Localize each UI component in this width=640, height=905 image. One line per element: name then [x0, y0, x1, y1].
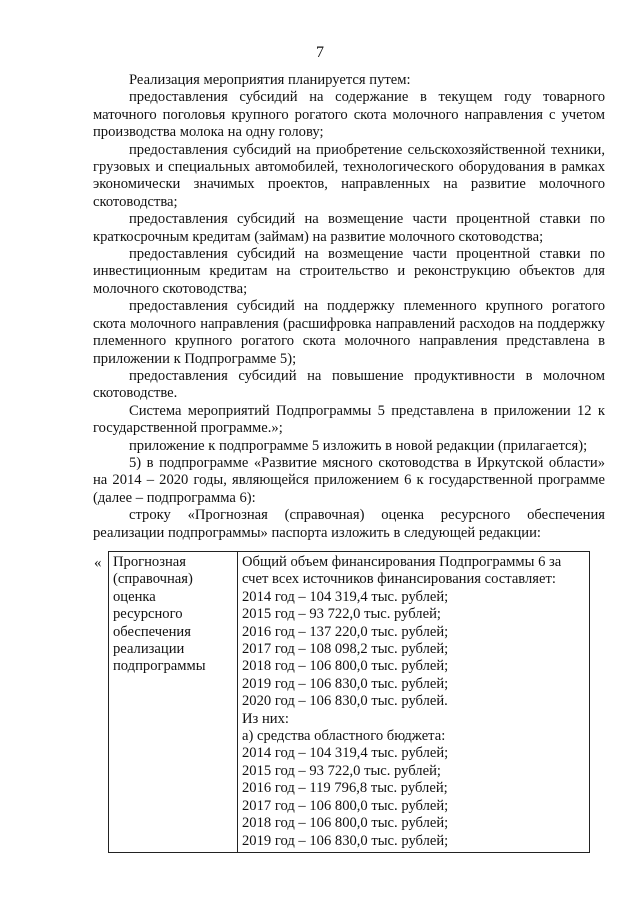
paragraph: Система мероприятий Подпрограммы 5 представлена в приложении 12 к государственной программе.»; — [93, 402, 605, 437]
total-line: счет всех источников финансирования составляет: — [242, 571, 556, 588]
regional-year: 2017 год – 106 800,0 тыс. рублей; — [242, 797, 449, 814]
total-year: 2014 год – 104 319,4 тыс. рублей; — [242, 588, 449, 605]
regional-heading: а) средства областного бюджета: — [242, 728, 446, 745]
label-line: подпрограммы — [113, 658, 206, 675]
total-year: 2016 год – 137 220,0 тыс. рублей; — [242, 623, 449, 640]
paragraph: предоставления субсидий на повышение продуктивности в молочном скотоводстве. — [93, 367, 605, 402]
of-which-label: Из них: — [242, 710, 289, 727]
opening-quote: « — [94, 555, 102, 571]
row-label-cell — [109, 552, 238, 853]
total-year: 2020 год – 106 830,0 тыс. рублей. — [242, 693, 448, 710]
total-year: 2017 год – 108 098,2 тыс. рублей; — [242, 641, 449, 658]
total-year: 2019 год – 106 830,0 тыс. рублей; — [242, 675, 449, 692]
page-number: 7 — [316, 44, 324, 61]
label-line: обеспечения — [113, 623, 191, 640]
paragraph: предоставления субсидий на возмещение части процентной ставки по инвестиционным кредитам на строительство и реконструкцию объектов для молочного скотоводства; — [93, 246, 605, 297]
paragraph: строку «Прогнозная (справочная) оценка ресурсного обеспечения реализации подпрограммы» паспорта изложить в следующей редакции: — [93, 507, 605, 541]
total-year: 2018 год – 106 800,0 тыс. рублей; — [242, 658, 449, 675]
label-line: ресурсного — [113, 606, 183, 623]
label-line: реализации — [113, 641, 185, 658]
regional-year: 2018 год – 106 800,0 тыс. рублей; — [242, 815, 449, 832]
regional-year: 2016 год – 119 796,8 тыс. рублей; — [242, 780, 448, 797]
paragraph: предоставления субсидий на возмещение части процентной ставки по краткосрочным кредитам (займам) на развитие молочного скотоводства; — [93, 211, 605, 245]
paragraph: Реализация мероприятия планируется путем: — [129, 72, 411, 88]
total-year: 2015 год – 93 722,0 тыс. рублей; — [242, 606, 441, 623]
label-line: оценка — [113, 588, 156, 605]
table-row — [109, 552, 590, 853]
label-line: Прогнозная — [113, 554, 186, 570]
paragraph: 5) в подпрограмме «Развитие мясного скотоводства в Иркутской области» на 2014 – 2020 годы, являющейся приложением 6 к государственной программе (далее – подпрограмма 6): — [93, 454, 605, 506]
paragraph: предоставления субсидий на содержание в текущем году товарного маточного поголовья крупного рогатого скота молочного направления с учетом производства молока на одну голову; — [93, 89, 605, 141]
passport-table — [108, 551, 590, 853]
paragraph: предоставления субсидий на приобретение сельскохозяйственной техники, грузовых и специальных автомобилей, технологического оборудования в рамках экономически значимых проектов, направленных на развитие молочного скотоводства; — [93, 141, 605, 210]
paragraph: приложение к подпрограмме 5 изложить в новой редакции (прилагается); — [129, 437, 588, 454]
total-line: Общий объем финансирования Подпрограммы 6 за — [242, 554, 562, 570]
body-text — [93, 72, 605, 542]
label-line: (справочная) — [113, 571, 193, 588]
paragraph: предоставления субсидий на поддержку племенного крупного рогатого скота молочного направления (расшифровка направлений расходов на поддержку племенного крупного рогатого скота молочного направления представлена в приложении к Подпрограмме 5); — [93, 298, 605, 367]
row-value-cell — [238, 552, 590, 853]
regional-year: 2014 год – 104 319,4 тыс. рублей; — [242, 745, 449, 762]
regional-year: 2015 год – 93 722,0 тыс. рублей; — [242, 762, 441, 779]
regional-year: 2019 год – 106 830,0 тыс. рублей; — [242, 832, 449, 849]
